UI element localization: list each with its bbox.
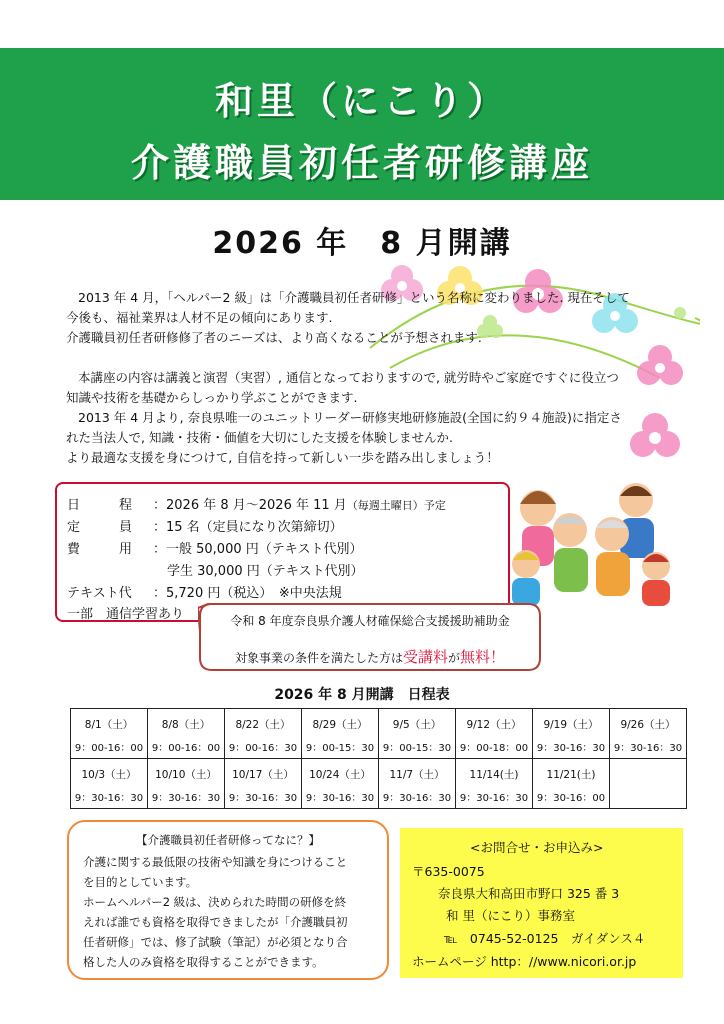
session-time: 9：30-16：30 bbox=[536, 743, 606, 754]
what-line: 任者研修」では、修了試験（筆記）が必須となり合 bbox=[83, 935, 348, 949]
capacity-value: ：15 名（定員になり次第締切） bbox=[153, 520, 343, 535]
fee-row bbox=[67, 538, 363, 557]
session-time: 9：30-16：30 bbox=[613, 743, 683, 754]
session-date: 10/24（土） bbox=[309, 769, 371, 781]
course-info-box bbox=[55, 482, 510, 622]
intro-line: 知識や技術を基礎からしっかり学ぶことができます. bbox=[66, 390, 358, 405]
session-time: 9：30-16：30 bbox=[305, 793, 375, 804]
contact-address: 奈良県大和高田市野口 325 番 3 bbox=[438, 886, 620, 901]
table-row bbox=[71, 709, 687, 759]
session-time: 9：00-15：30 bbox=[382, 743, 452, 754]
subsidy-free: 無料！ bbox=[460, 648, 506, 666]
session-date: 8/22（土） bbox=[235, 719, 291, 731]
session-time: 9：30-16：30 bbox=[459, 793, 529, 804]
schedule-label: 日 程 bbox=[67, 498, 133, 513]
intro-line: より最適な支援を身につけて, 自信を持って新しい一歩を踏み出しましょう！ bbox=[66, 450, 499, 465]
schedule-cell bbox=[610, 709, 687, 759]
session-date: 10/10（土） bbox=[155, 769, 217, 781]
fee-student: 学生 30,000 円（テキスト代別） bbox=[167, 564, 364, 579]
schedule-cell bbox=[302, 759, 379, 809]
contact-box bbox=[400, 828, 683, 978]
what-is-training-box bbox=[67, 820, 389, 980]
session-time: 9：30-16：00 bbox=[536, 793, 606, 804]
what-line: ホームヘルパー2 級は、決められた時間の研修を終 bbox=[83, 895, 347, 909]
capacity-row bbox=[67, 516, 343, 535]
what-line: 格した人のみ資格を取得することができます。 bbox=[83, 955, 324, 969]
intro-line: れた当法人で, 知識・技術・価値を大切にした支援を体験しませんか. bbox=[66, 430, 453, 445]
schedule-cell bbox=[456, 709, 533, 759]
text-fee-label: テキスト代 bbox=[67, 586, 132, 601]
what-title: 【介護職員初任者研修ってなに？】 bbox=[136, 833, 320, 847]
schedule-cell bbox=[533, 709, 610, 759]
fee-general: ：一般 50,000 円（テキスト代別） bbox=[153, 542, 363, 557]
schedule-cell bbox=[379, 759, 456, 809]
capacity-label: 定 員 bbox=[67, 520, 133, 535]
schedule-cell bbox=[71, 759, 148, 809]
session-date: 9/26（土） bbox=[620, 719, 676, 731]
intro-line: 介護職員初任者研修修了者のニーズは、より高くなることが予想されます. bbox=[66, 330, 482, 345]
session-date: 8/1（土） bbox=[84, 719, 134, 731]
intro-line: 今後も、福祉業界は人材不足の傾向にあります. bbox=[66, 310, 333, 325]
subsidy-prefix: 対象事業の条件を満たした方は bbox=[234, 651, 403, 665]
schedule-title: 2026 年 8 月開講 日程表 bbox=[274, 687, 450, 703]
session-date: 11/21(土) bbox=[546, 769, 596, 781]
schedule-cell bbox=[71, 709, 148, 759]
schedule-table bbox=[70, 708, 687, 809]
fee-label: 費 用 bbox=[67, 542, 133, 557]
subsidy-mid: が bbox=[448, 651, 461, 665]
schedule-cell bbox=[302, 709, 379, 759]
session-time: 9：00-15：30 bbox=[305, 743, 375, 754]
session-date: 8/29（土） bbox=[312, 719, 368, 731]
subsidy-title: 令和 8 年度奈良県介護人材確保総合支援援助補助金 bbox=[230, 614, 510, 628]
session-time: 9：30-16：30 bbox=[228, 793, 298, 804]
session-time: 9：30-16：30 bbox=[382, 793, 452, 804]
intro-line: 本講座の内容は講義と演習（実習）, 通信となっておりますので, 就労時やご家庭ですぐに役立つ bbox=[78, 370, 619, 385]
subsidy-fee: 受講料 bbox=[402, 648, 448, 666]
schedule-cell-empty bbox=[610, 759, 687, 809]
schedule-note: （毎週土曜日）予定 bbox=[346, 499, 446, 512]
session-time: 9：00-16：00 bbox=[74, 743, 144, 754]
session-date: 11/14(土) bbox=[469, 769, 519, 781]
session-date: 8/8（土） bbox=[161, 719, 211, 731]
intro-line: 2013 年 4 月より, 奈良県唯一のユニットリーダー研修実地研修施設(全国に約９４施設)に指定さ bbox=[78, 410, 622, 425]
title-banner bbox=[0, 48, 724, 200]
schedule-value: ：2026 年 8 月～2026 年 11 月 bbox=[153, 498, 347, 513]
session-time: 9：30-16：30 bbox=[74, 793, 144, 804]
contact-tel: ℡ 0745-52-0125 ガイダンス４ bbox=[444, 931, 646, 946]
contact-title: <お問合せ・お申込み> bbox=[470, 840, 604, 855]
session-time: 9：30-16：30 bbox=[151, 793, 221, 804]
session-time: 9：00-16：30 bbox=[228, 743, 298, 754]
schedule-cell bbox=[148, 759, 225, 809]
session-date: 9/12（土） bbox=[466, 719, 522, 731]
schedule-cell bbox=[533, 759, 610, 809]
what-line: を目的としています。 bbox=[83, 875, 198, 889]
session-date: 10/17（土） bbox=[232, 769, 294, 781]
session-time: 9：00-18：00 bbox=[459, 743, 529, 754]
schedule-cell bbox=[456, 759, 533, 809]
text-fee-row bbox=[67, 582, 342, 601]
what-line: えれば誰でも資格を取得できましたが「介護職員初 bbox=[83, 915, 348, 929]
intro-line: 2013 年 4 月，「ヘルパー2 級」は「介護職員初任者研修」という名称に変わりました. 現在そして bbox=[78, 290, 630, 305]
schedule-row bbox=[67, 494, 446, 513]
text-fee-value: ：5,720 円（税込） ※中央法規 bbox=[153, 586, 342, 601]
course-start-heading: 2026 年 8 月開講 bbox=[212, 226, 512, 261]
schedule-cell bbox=[225, 759, 302, 809]
session-time: 9：00-16：00 bbox=[151, 743, 221, 754]
subsidy-callout bbox=[198, 602, 542, 672]
what-line: 介護に関する最低限の技術や知識を身につけること bbox=[83, 855, 348, 869]
subsidy-condition bbox=[198, 646, 542, 667]
schedule-cell bbox=[379, 709, 456, 759]
schedule-cell bbox=[148, 709, 225, 759]
title-line-1: 和里（にこり） bbox=[214, 79, 509, 123]
title-line-2: 介護職員初任者研修講座 bbox=[130, 141, 593, 185]
table-row bbox=[71, 759, 687, 809]
contact-website[interactable]: ホームページ http：//www.nicori.or.jp bbox=[412, 954, 637, 969]
intro-text bbox=[66, 288, 666, 468]
session-date: 11/7（土） bbox=[389, 769, 445, 781]
partial-correspondence: 一部 通信学習あり bbox=[67, 607, 185, 622]
session-date: 10/3（土） bbox=[81, 769, 137, 781]
what-body bbox=[83, 852, 379, 972]
contact-postal: 〒635-0075 bbox=[412, 864, 485, 879]
family-illustration-icon bbox=[508, 478, 678, 608]
schedule-cell bbox=[225, 709, 302, 759]
contact-office: 和 里（にこり）事務室 bbox=[446, 908, 575, 923]
session-date: 9/19（土） bbox=[543, 719, 599, 731]
session-date: 9/5（土） bbox=[392, 719, 442, 731]
